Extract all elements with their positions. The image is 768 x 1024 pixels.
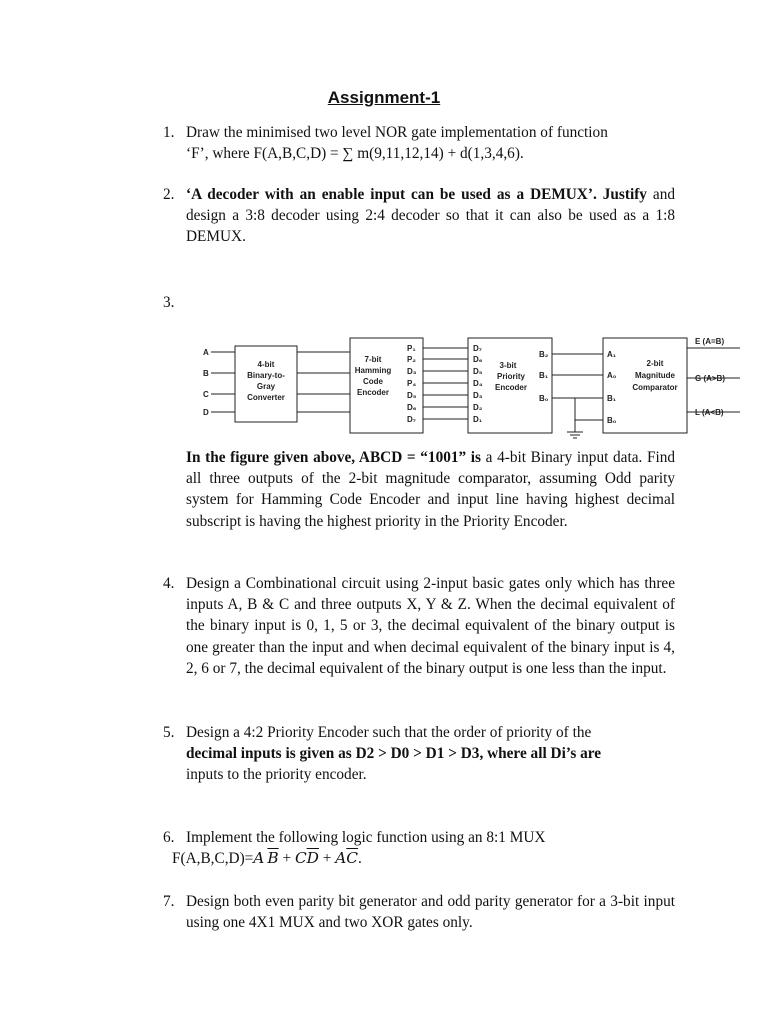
question-5 <box>163 722 675 786</box>
question-text: Draw the minimised two level NOR gate implementation of function ‘F’, where F(A,B,C,D) = ∑ m(9,11,12,14) + d(1,3,4,6). <box>186 124 608 163</box>
hamming-output-label: D₆ <box>407 403 417 412</box>
hamming-output-label: P₄ <box>407 379 417 388</box>
question-text: ‘A decoder with an enable input can be used as a DEMUX’. Justify and design a 3:8 decoder using 2:4 decoder so that it can also be used as a 1:8 DEMUX. <box>186 186 675 246</box>
question-text: Implement the following logic function using an 8:1 MUX F(A,B,C,D)=A $\overline{B} + C\overline{D} + A\overline{C}$. <box>186 827 675 869</box>
question-6 <box>163 827 675 869</box>
question-number: 7. <box>163 893 175 910</box>
priority-input-label: D₁ <box>473 415 483 424</box>
hamming-output-label: D₇ <box>407 415 416 424</box>
question-text: Design a 4:2 Priority Encoder such that the order of priority of the decimal inputs is given as D2 > D0 > D1 > D3, where all Di’s are inputs to the priority encoder. <box>186 724 602 784</box>
priority-input-label: D₆ <box>473 355 483 364</box>
comparator-input-label: A₀ <box>607 371 617 380</box>
priority-input-label: D₅ <box>473 367 483 376</box>
comparator-input-label: B₀ <box>607 416 617 425</box>
question-number: 6. <box>163 829 175 846</box>
hamming-output-label: D₅ <box>407 391 417 400</box>
circuit-diagram <box>195 328 740 440</box>
question-4 <box>163 573 675 679</box>
hamming-output-label: D₃ <box>407 367 417 376</box>
hamming-output-label: P₂ <box>407 355 416 364</box>
priority-input-label: D₄ <box>473 379 483 388</box>
question-text: In the figure given above, ABCD = “1001” is a 4-bit Binary input data. Find all three outputs of the 2-bit magnitude comparator, assuming Odd parity system for Hamming Code Encoder and input line having highest decimal subscript is having the highest priority in the Priority Encoder. <box>186 449 675 530</box>
priority-output-label: B₂ <box>539 350 549 359</box>
gray-converter-label: Gray <box>256 382 276 391</box>
question-1 <box>163 122 675 164</box>
hamming-encoder-label: 7-bit <box>364 355 382 364</box>
priority-encoder-label: Encoder <box>494 383 528 392</box>
output-greater-label: G (A>B) <box>695 374 725 383</box>
question-number: 3. <box>163 294 175 311</box>
page-title: Assignment-1 <box>327 88 441 107</box>
priority-encoder-label: Priority <box>496 372 526 381</box>
gray-converter-label: Converter <box>247 393 285 402</box>
gray-converter-label: Binary-to- <box>247 371 285 380</box>
priority-output-label: B₁ <box>539 371 549 380</box>
priority-input-label: D₃ <box>473 391 483 400</box>
input-d-label: D <box>203 408 209 417</box>
priority-input-label: D₂ <box>473 403 483 412</box>
question-number: 5. <box>163 724 175 741</box>
comparator-label: Magnitude <box>635 371 675 380</box>
comparator-input-label: B₁ <box>607 394 617 403</box>
question-text: Design a Combinational circuit using 2-input basic gates only which has three inputs A, B & C and three outputs X, Y & Z. When the decimal equivalent of the binary input is 0, 1, 5 or 3, the decimal equivalent of the binary output is one greater than the input and when decimal equivalent of the binary input is 4, 2, 6 or 7, the decimal equivalent of the binary output is one less than the input. <box>186 575 675 677</box>
question-number: 1. <box>163 124 175 141</box>
hamming-encoder-label: Code <box>363 377 383 386</box>
question-2 <box>163 184 675 248</box>
boolean-expression: F(A,B,C,D)=A $\overline{B} + C\overline{D} + A\overline{C}$. <box>172 849 362 868</box>
question-7 <box>163 891 675 933</box>
hamming-encoder-label: Encoder <box>356 388 390 397</box>
priority-encoder-label: 3-bit <box>499 361 517 370</box>
question-text: Design both even parity bit generator and odd parity generator for a 3-bit input using one 4X1 MUX and two XOR gates only. <box>186 893 675 932</box>
comparator-label: 2-bit <box>646 359 664 368</box>
question-3 <box>163 447 675 532</box>
question-number: 4. <box>163 575 175 592</box>
hamming-output-label: P₁ <box>407 344 416 353</box>
comparator-input-label: A₁ <box>607 350 617 359</box>
output-equal-label: E (A=B) <box>695 337 725 346</box>
input-b-label: B <box>203 369 209 378</box>
input-a-label: A <box>203 348 209 357</box>
comparator-label: Comparator <box>632 383 678 392</box>
gray-converter-label: 4-bit <box>257 360 275 369</box>
question-number: 2. <box>163 186 175 203</box>
output-less-label: L (A<B) <box>695 408 724 417</box>
hamming-encoder-label: Hamming <box>354 366 392 375</box>
input-c-label: C <box>203 390 209 399</box>
priority-input-label: D₇ <box>473 344 482 353</box>
priority-output-label: B₀ <box>539 394 549 403</box>
